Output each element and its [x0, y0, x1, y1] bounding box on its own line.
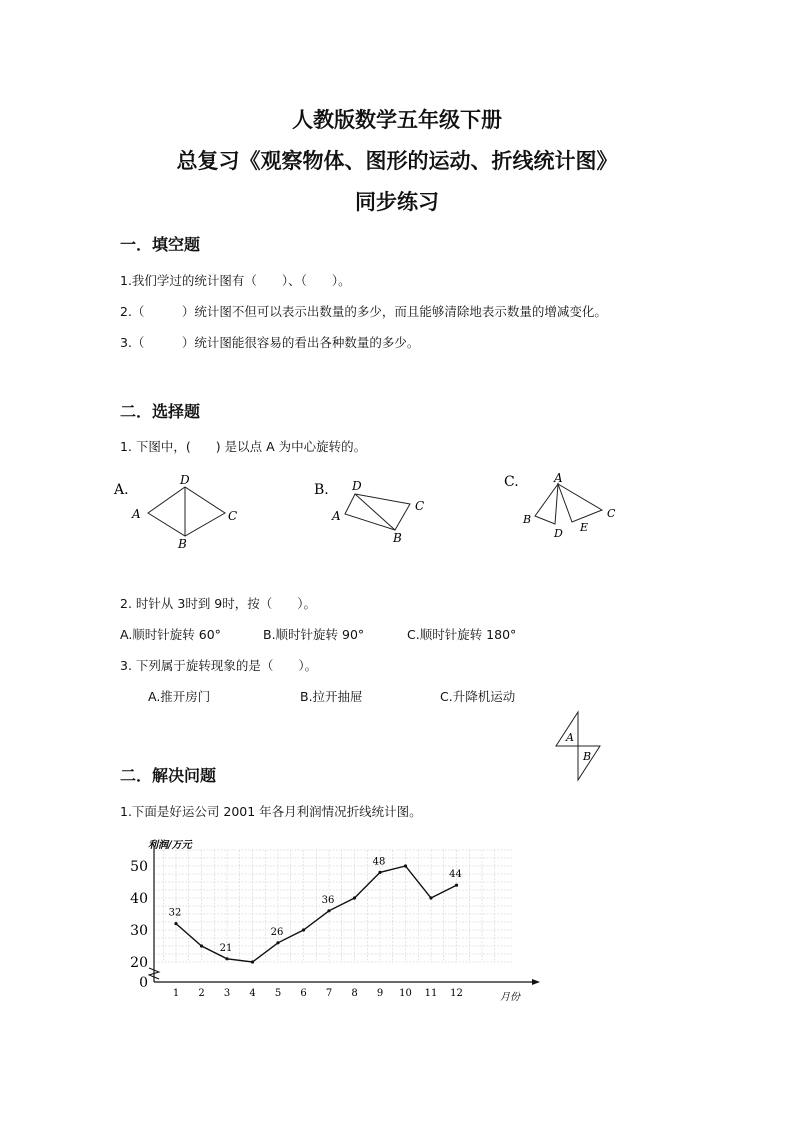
x-tick-label: 2	[198, 988, 205, 999]
chart-grid	[154, 850, 512, 962]
section-fill-blank-heading: 一．填空题	[120, 235, 201, 254]
data-label: 36	[321, 894, 335, 906]
data-point	[302, 928, 305, 931]
figure-c-point-a: A	[554, 471, 563, 485]
data-label: 26	[270, 926, 284, 938]
figure-c-triangle-2	[558, 484, 602, 522]
solve-question-1: 1.下面是好运公司 2001 年各月利润情况折线统计图。	[120, 804, 422, 819]
page-subtitle: 总复习《观察物体、图形的运动、折线统计图》	[176, 148, 618, 173]
figure-c-point-e: E	[580, 521, 589, 534]
chart-ticks	[130, 859, 463, 999]
figure-c-point-b: B	[523, 513, 532, 526]
figure-a-point-c: C	[228, 509, 238, 523]
fill-question-2: 2.（ ）统计图不但可以表示出数量的多少，而且能够清除地表示数量的增减变化。	[120, 304, 607, 319]
figure-b-quad	[345, 494, 410, 530]
figure-b-point-a: A	[332, 509, 341, 523]
chart-data-labels	[169, 856, 462, 953]
data-label: 21	[219, 942, 233, 954]
y-tick-label: 50	[130, 859, 148, 875]
page-subtitle-2: 同步练习	[355, 189, 439, 214]
figure-a-rhombus	[148, 487, 225, 536]
x-axis-arrow	[532, 979, 540, 985]
data-point	[404, 864, 407, 867]
data-label: 44	[449, 869, 462, 881]
q3-option-b: B.拉开抽屉	[300, 689, 363, 704]
figure-b-point-d: D	[352, 479, 362, 493]
rotation-figure	[550, 708, 610, 788]
data-point	[353, 896, 356, 899]
data-point	[429, 896, 432, 899]
figure-b-diagonal	[355, 494, 395, 530]
choice-question-3: 3. 下列属于旋转现象的是（ ）。	[120, 658, 318, 673]
figure-a-point-d: D	[180, 473, 190, 487]
choice-question-2: 2. 时针从 3时到 9时，按（ ）。	[120, 596, 317, 611]
figure-b-point-b: B	[393, 531, 402, 545]
q2-option-b: B.顺时针旋转 90°	[263, 627, 365, 642]
page-title: 人教版数学五年级下册	[292, 107, 502, 132]
figure-b	[310, 472, 440, 552]
x-tick-label: 3	[223, 988, 231, 999]
figure-a	[110, 472, 250, 552]
x-tick-label: 8	[351, 988, 358, 999]
data-label: 32	[168, 907, 182, 919]
q3-option-a: A.推开房门	[148, 689, 211, 704]
chart-ylabel: 利润/万元	[148, 840, 192, 851]
data-point	[455, 884, 458, 887]
y-tick-label: 30	[130, 923, 148, 939]
x-tick-label: 4	[249, 988, 256, 999]
x-tick-label: 11	[424, 988, 438, 999]
rotation-figure-label-b: B	[583, 750, 592, 763]
fill-question-3: 3.（ ）统计图能很容易的看出各种数量的多少。	[120, 335, 420, 350]
figure-c-triangle-1	[535, 484, 558, 524]
section-choice-heading: 二．选择题	[120, 402, 201, 421]
choice-question-1: 1. 下图中，( ) 是以点 A 为中心旋转的。	[120, 439, 367, 454]
x-tick-label: 6	[300, 988, 307, 999]
figure-c-label: C.	[504, 474, 519, 490]
data-point	[174, 922, 177, 925]
data-label: 48	[372, 856, 386, 868]
figure-c-point-d: D	[554, 527, 563, 540]
profit-line-chart	[120, 832, 560, 1012]
x-tick-label: 1	[172, 988, 180, 999]
figure-c-point-c: C	[607, 507, 616, 520]
rotation-figure-label-a: A	[566, 731, 574, 744]
y-axis-break	[149, 968, 159, 979]
data-point	[251, 960, 254, 963]
data-point	[378, 871, 381, 874]
data-point	[327, 909, 330, 912]
data-point	[200, 944, 203, 947]
data-point	[276, 941, 279, 944]
figure-a-point-b: B	[178, 537, 187, 551]
figure-b-point-c: C	[415, 499, 425, 513]
x-tick-label: 9	[376, 988, 384, 999]
y-tick-label: 20	[130, 955, 148, 971]
fill-question-1: 1.我们学过的统计图有（ ）、（ ）。	[120, 273, 351, 288]
figure-a-point-a: A	[132, 507, 141, 521]
y-tick-label: 0	[139, 975, 148, 991]
x-tick-label: 10	[399, 988, 412, 999]
figure-b-label: B.	[314, 482, 329, 498]
section-solve-heading: 二．解决问题	[120, 766, 217, 785]
x-tick-label: 7	[325, 988, 333, 999]
x-tick-label: 12	[450, 988, 463, 999]
x-tick-label: 5	[274, 988, 282, 999]
data-point	[225, 957, 228, 960]
figure-a-label: A.	[114, 482, 129, 498]
q3-option-c: C.升降机运动	[440, 689, 516, 704]
q2-option-a: A.顺时针旋转 60°	[120, 627, 221, 642]
figure-c	[500, 468, 630, 548]
q2-option-c: C.顺时针旋转 180°	[407, 627, 517, 642]
chart-axes	[149, 846, 540, 985]
chart-xlabel: 月份	[500, 992, 520, 1003]
y-tick-label: 40	[130, 891, 148, 907]
